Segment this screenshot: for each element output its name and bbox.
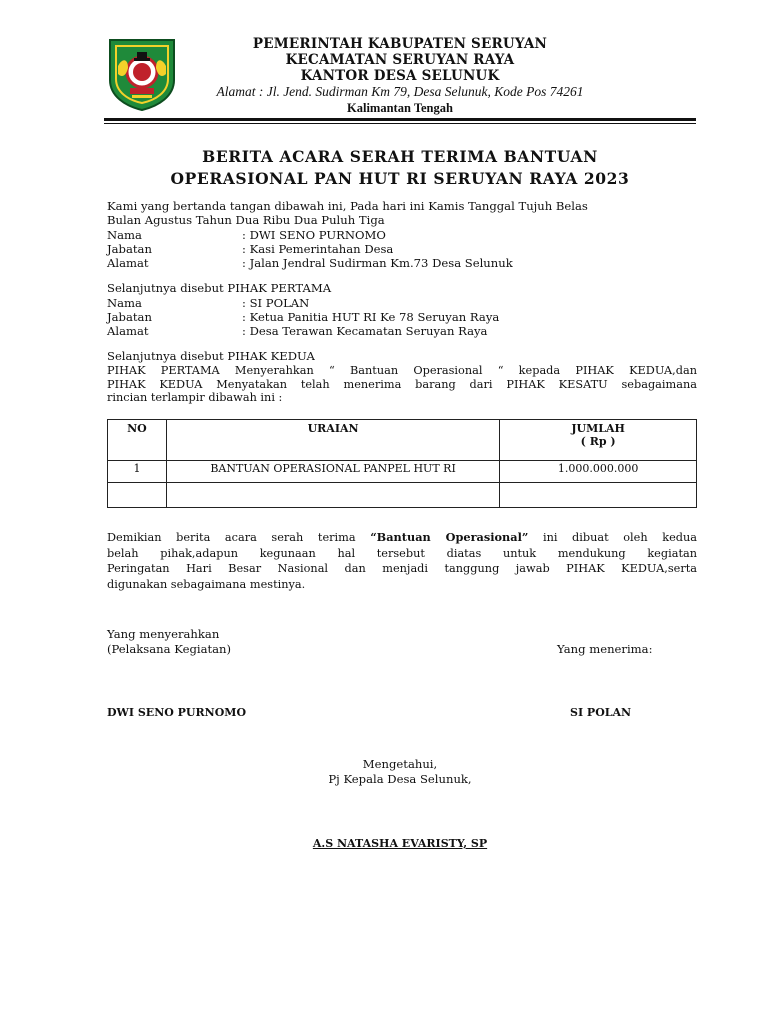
- letterhead-rule-thick: [104, 118, 696, 121]
- handover-paragraph: [107, 364, 697, 405]
- handover-line-3: rincian terlampir dibawah ini :: [107, 391, 283, 404]
- title-line-1: BERITA ACARA SERAH TERIMA BANTUAN: [202, 147, 598, 166]
- giver-name: DWI SENO PURNOMO: [107, 706, 247, 719]
- province-name: Kalimantan Tengah: [347, 101, 453, 115]
- receiver-name: SI POLAN: [570, 706, 632, 719]
- title-line-2: OPERASIONAL PAN HUT RI SERUYAN RAYA 2023: [170, 169, 630, 188]
- cell-uraian: BANTUAN OPERASIONAL PANPEL HUT RI: [166, 461, 499, 483]
- acknowledge-role: Pj Kepala Desa Selunuk,: [328, 772, 472, 786]
- table-row-empty: [108, 483, 697, 508]
- table-row: [108, 461, 697, 483]
- party1-designation: Selanjutnya disebut PIHAK PERTAMA: [107, 281, 332, 295]
- header-jumlah-label: JUMLAH: [571, 422, 625, 435]
- field-value: : Desa Terawan Kecamatan Seruyan Raya: [242, 324, 488, 338]
- closing-paragraph: [107, 530, 697, 592]
- party2-name-row: [107, 297, 309, 311]
- acknowledge-label: Mengetahui,: [362, 757, 438, 771]
- party2-position-row: [107, 311, 499, 325]
- district-name: KECAMATAN SERUYAN RAYA: [285, 52, 515, 68]
- field-value: : SI POLAN: [242, 296, 310, 310]
- closing-bold: “Bantuan Operasional”: [370, 530, 529, 544]
- field-label: Nama: [107, 228, 142, 242]
- field-label: Nama: [107, 296, 142, 310]
- receiver-label: Yang menerima:: [557, 642, 653, 656]
- office-address: Alamat : Jl. Jend. Sudirman Km 79, Desa Selunuk, Kode Pos 74261: [216, 84, 584, 99]
- cell-no: 1: [108, 461, 167, 483]
- closing-line-4: digunakan sebagaimana mestinya.: [107, 577, 306, 591]
- document-title: [104, 146, 696, 190]
- closing-line-2: belah pihak,adapun kegunaan hal tersebut diatas untuk mendukung kegiatan: [107, 546, 697, 560]
- letterhead-rule-thin: [104, 123, 696, 124]
- closing-line-1: [107, 530, 697, 546]
- field-label: Alamat: [107, 324, 149, 338]
- handover-table: [107, 419, 697, 508]
- party2-designation: Selanjutnya disebut PIHAK KEDUA: [107, 349, 315, 363]
- handover-line-2: PIHAK KEDUA Menyatakan telah menerima barang dari PIHAK KESATU sebagaimana: [107, 377, 697, 391]
- intro-line-2: Bulan Agustus Tahun Dua Ribu Dua Puluh Tiga: [107, 212, 385, 227]
- field-value: : Jalan Jendral Sudirman Km.73 Desa Selunuk: [242, 256, 513, 270]
- office-name: KANTOR DESA SELUNUK: [300, 68, 500, 84]
- party2-address-row: [107, 325, 487, 339]
- closing-post: ini dibuat oleh kedua: [528, 531, 697, 544]
- field-label: Jabatan: [107, 310, 152, 324]
- cell-empty: [500, 483, 697, 508]
- header-jumlah-unit: ( Rp ): [580, 435, 616, 448]
- giver-role: (Pelaksana Kegiatan): [107, 642, 232, 656]
- government-name: PEMERINTAH KABUPATEN SERUYAN: [252, 36, 548, 52]
- cell-empty: [108, 483, 167, 508]
- header-jumlah: [500, 420, 697, 461]
- header-uraian: URAIAN: [166, 420, 499, 461]
- table-header-row: [108, 420, 697, 461]
- cell-jumlah: 1.000.000.000: [500, 461, 697, 483]
- field-label: Jabatan: [107, 242, 152, 256]
- party1-name-row: [107, 229, 386, 243]
- party1-address-row: [107, 257, 513, 271]
- field-value: : Ketua Panitia HUT RI Ke 78 Seruyan Raya: [242, 310, 500, 324]
- header-no: NO: [108, 420, 167, 461]
- field-value: : Kasi Pemerintahan Desa: [242, 242, 394, 256]
- field-label: Alamat: [107, 256, 149, 270]
- party1-position-row: [107, 243, 393, 257]
- handover-line-1: PIHAK PERTAMA Menyerahkan “ Bantuan Operasional “ kepada PIHAK KEDUA,dan: [107, 364, 697, 377]
- cell-empty: [166, 483, 499, 508]
- closing-pre: Demikian berita acara serah terima: [107, 531, 371, 544]
- regency-emblem-icon: [104, 36, 180, 112]
- giver-label: Yang menyerahkan: [107, 627, 220, 641]
- letterhead: [190, 36, 610, 116]
- intro-line-1: Kami yang bertanda tangan dibawah ini, Pada hari ini Kamis Tanggal Tujuh Belas: [107, 199, 588, 213]
- closing-line-3: Peringatan Hari Besar Nasional dan menjadi tanggung jawab PIHAK KEDUA,serta: [107, 562, 697, 575]
- field-value: : DWI SENO PURNOMO: [242, 228, 386, 242]
- intro-paragraph: [107, 200, 697, 227]
- acknowledge-name: A.S NATASHA EVARISTY, SP: [312, 837, 488, 850]
